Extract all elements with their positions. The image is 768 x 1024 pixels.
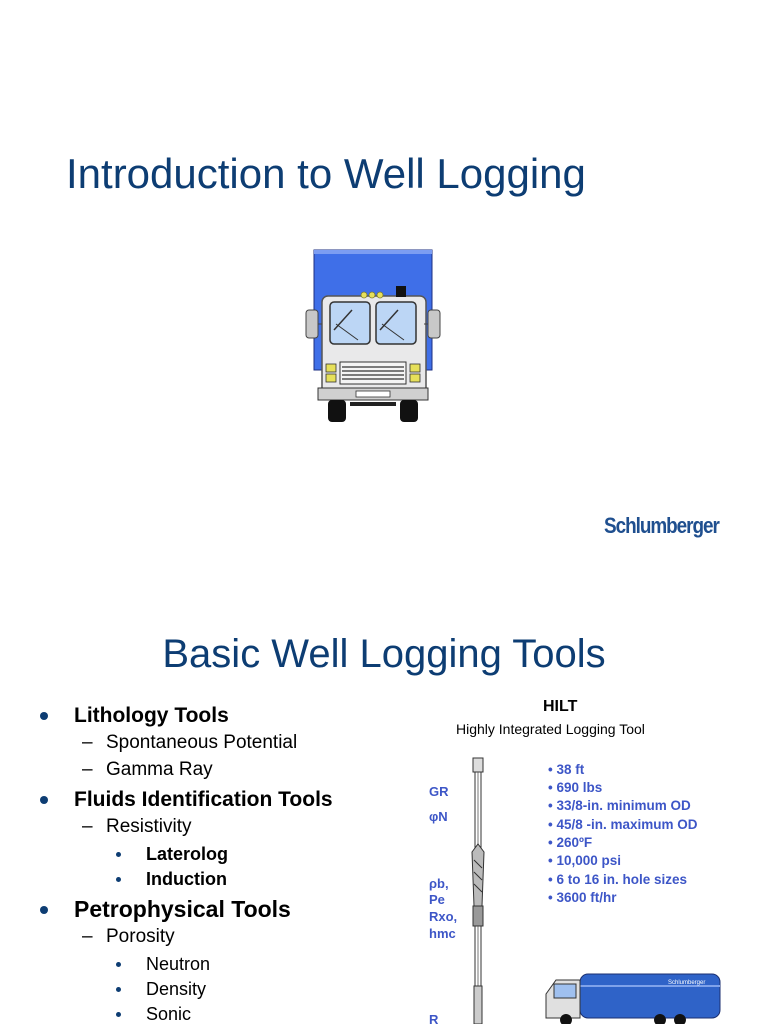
bullet-dot-icon [116,987,121,992]
measurement-label: ρb, [429,876,449,891]
bullet-dot-icon [40,906,48,914]
slide-title: Introduction to Well Logging [66,150,586,197]
logging-truck-side-illustration [540,968,724,1024]
spec-item: • 10,000 psi [548,853,622,868]
bullet-dot-icon [40,712,48,720]
hilt-tool-illustration [458,756,498,1024]
truck-decal-text: Schlumberger [668,980,706,986]
bullet-dot-icon [116,962,121,967]
measurement-label: R [429,1012,439,1024]
bullet-dot-icon [116,852,121,857]
hilt-subtitle: Highly Integrated Logging Tool [456,721,645,737]
schlumberger-logo: Schlumberger [604,513,719,538]
measurement-label: Pe [429,892,445,907]
spec-item: • 38 ft [548,762,585,777]
spec-item: • 33/8-in. minimum OD [548,798,691,813]
slide-basic-tools: Basic Well Logging Tools Lithology Tools – Spontaneous Potential – Gamma Ray Fluids Identification Tools – Resistivity Laterolog Induction Petrophysical Tools – Porosity Neutron Density Sonic HILT Highly Integrated Logging Tool GR φN ρb, Pe Rxo, hmc R • 38 ft • 690 lbs • 33/8-in. minimum OD • 45/8 -in. maximum OD • 260ºF • 10,000 psi • 6 to 16 in. hole sizes • 3600 ft/hr Schlumberger [0,576,768,1024]
measurement-label: φN [429,809,448,824]
spec-item: • 6 to 16 in. hole sizes [548,872,688,887]
spec-item: • 260ºF [548,835,593,850]
bullet-dot-icon [116,877,121,882]
bullet-dot-icon [40,796,48,804]
hilt-title: HILT [543,698,578,715]
spec-item: • 3600 ft/hr [548,890,617,905]
bullet-dot-icon [116,1012,121,1017]
logging-truck-illustration [300,244,442,426]
measurement-label: hmc [429,926,456,941]
measurement-label: GR [429,784,449,799]
measurement-label: Rxo, [429,909,458,924]
spec-item: • 690 lbs [548,780,603,795]
slide-title: Basic Well Logging Tools [162,632,606,676]
spec-item: • 45/8 -in. maximum OD [548,817,698,832]
